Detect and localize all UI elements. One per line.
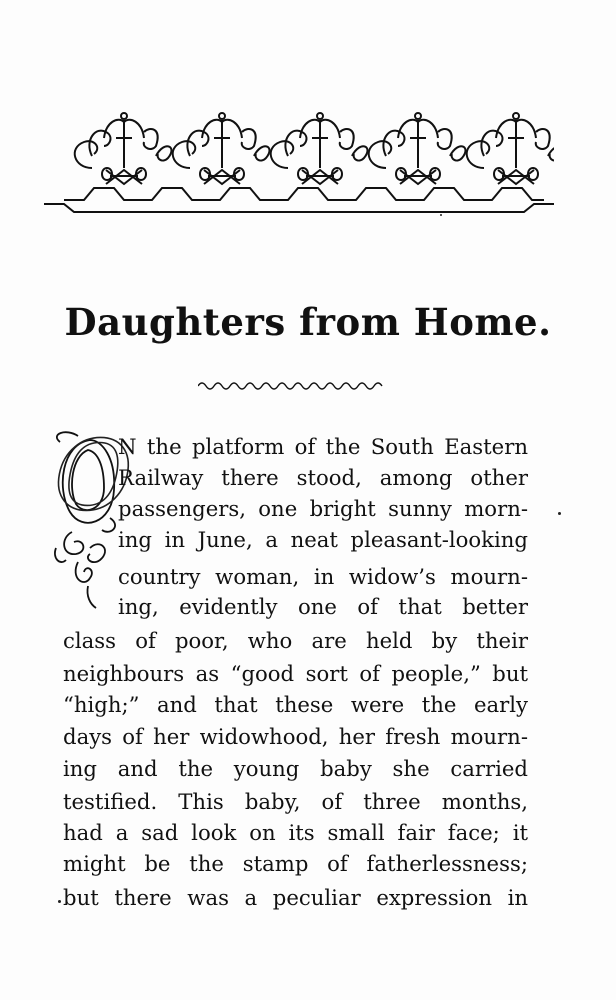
title-flourish xyxy=(198,378,384,394)
text-line: country woman, in widow’s mourn- xyxy=(118,564,528,589)
text-line: Railway there stood, among other xyxy=(118,465,528,490)
text-line: ing, evidently one of that better xyxy=(118,594,528,619)
print-speck xyxy=(558,512,561,515)
print-speck xyxy=(440,214,442,216)
text-line: “high;” and that these were the early xyxy=(63,692,528,717)
text-line: ing and the young baby she carried xyxy=(63,756,528,781)
text-line: had a sad look on its small fair face; it xyxy=(63,820,528,845)
print-speck xyxy=(58,900,61,903)
text-line: ing in June, a neat pleasant-looking xyxy=(118,527,528,552)
chapter-title: Daughters from Home. xyxy=(64,300,552,344)
text-line: but there was a peculiar expression in xyxy=(63,885,528,910)
text-line: passengers, one bright sunny morn- xyxy=(118,496,528,521)
text-line: testified. This baby, of three months, xyxy=(63,789,528,814)
text-line: class of poor, who are held by their xyxy=(63,628,528,653)
text-line: days of her widowhood, her fresh mourn- xyxy=(63,724,528,749)
text-line: N the platform of the South Eastern xyxy=(118,434,528,459)
decorative-header-ornament xyxy=(44,108,554,218)
drop-cap-letter: O xyxy=(54,420,133,532)
text-line: neighbours as “good sort of people,” but xyxy=(63,661,528,686)
text-line: might be the stamp of fatherlessness; xyxy=(63,851,528,876)
